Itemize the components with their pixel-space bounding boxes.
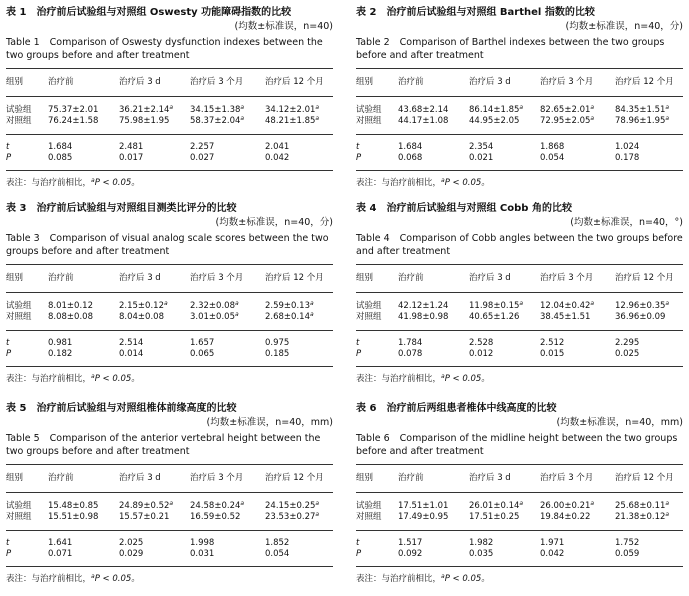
- value-cell: 15.57±0.21: [119, 512, 190, 531]
- t-cell: 1.684: [48, 142, 73, 152]
- t-cell: 2.041: [265, 142, 290, 152]
- table-caption-en: Comparison of Barthel indexes between the two groups before and after treatment: [356, 37, 665, 61]
- table-row-control: [6, 116, 333, 135]
- table-caption-cn: 治疗前后试验组与对照组 Cobb 角的比较: [386, 203, 572, 214]
- header-cell: 治疗后 12 个月: [615, 465, 683, 493]
- value-cell: 75.98±1.95: [119, 116, 190, 135]
- stat-label-p: P: [356, 549, 362, 559]
- header-cell: 治疗前: [48, 465, 119, 493]
- table-header-row: [6, 265, 333, 293]
- value-cell: 17.49±0.95: [398, 512, 469, 531]
- header-cell: 治疗后 12 个月: [615, 69, 683, 97]
- value-cell: 8.01±0.12: [48, 301, 93, 311]
- t-cell: 2.295: [615, 338, 640, 348]
- table-title-en: [6, 432, 333, 458]
- table-row-p-value: [356, 549, 683, 567]
- header-cell: 治疗前: [48, 265, 119, 293]
- value-cell: 40.65±1.26: [469, 312, 540, 331]
- significance-mark: a: [315, 511, 320, 518]
- data-table: [6, 264, 333, 367]
- table-footnote: 表注：与治疗前相比，$^a$P < 0.05。: [356, 573, 490, 584]
- table-panel-4: [356, 202, 683, 385]
- header-cell: 治疗后 3 个月: [190, 465, 265, 493]
- significance-mark: a: [441, 177, 445, 184]
- value-cell: 11.98±0.15$^a$: [469, 300, 524, 311]
- table-row-control: [356, 512, 683, 531]
- table-caption-cn: 治疗前后试验组与对照组 Barthel 指数的比较: [386, 7, 595, 18]
- value-cell: 78.96±1.95$^a$: [615, 116, 683, 135]
- table-number-en: Table 3: [6, 233, 40, 244]
- table-row-experimental: [356, 97, 683, 117]
- value-cell: 42.12±1.24: [398, 301, 449, 311]
- p-cell: 0.014: [119, 349, 144, 359]
- stat-label-t: t: [6, 338, 10, 348]
- header-cell: 治疗后 3 d: [469, 69, 540, 97]
- table-panel-2: [356, 6, 683, 189]
- table-caption-en: Comparison of visual analog scale scores between the two groups before and after treatment: [6, 233, 329, 257]
- value-cell: 43.68±2.14: [398, 105, 449, 115]
- table-footnote: 表注：与治疗前相比，$^a$P < 0.05。: [356, 373, 490, 384]
- significance-mark: a: [234, 311, 239, 318]
- table-row-t-value: [356, 331, 683, 350]
- p-cell: 0.031: [190, 549, 215, 559]
- table-title-cn: [6, 202, 333, 215]
- header-cell: 治疗后 12 个月: [265, 265, 333, 293]
- value-cell: 36.96±0.09: [615, 312, 683, 331]
- table-row-control: [6, 312, 333, 331]
- table-row-experimental: [356, 493, 683, 513]
- table-row-control: [356, 312, 683, 331]
- significance-mark: a: [169, 104, 174, 111]
- group-cell: 试验组: [6, 501, 32, 511]
- significance-mark: a: [590, 300, 595, 307]
- t-cell: 1.784: [398, 338, 423, 348]
- t-cell: 2.528: [469, 338, 494, 348]
- p-cell: 0.042: [540, 549, 565, 559]
- t-cell: 1.684: [398, 142, 423, 152]
- table-header-row: [356, 465, 683, 493]
- value-cell: 26.01±0.14$^a$: [469, 500, 524, 511]
- p-cell: 0.182: [48, 349, 73, 359]
- t-cell: 1.657: [190, 338, 215, 348]
- header-cell: 治疗前: [398, 465, 469, 493]
- significance-mark: a: [91, 373, 95, 380]
- table-row-t-value: [356, 135, 683, 154]
- value-cell: 12.96±0.35$^a$: [615, 300, 670, 311]
- t-cell: 2.481: [119, 142, 144, 152]
- value-cell: 17.51±0.25: [469, 512, 540, 531]
- t-cell: 2.025: [119, 538, 144, 548]
- table-number-en: Table 2: [356, 37, 390, 48]
- table-title-cn: [6, 6, 333, 19]
- significance-mark: a: [91, 177, 95, 184]
- table-row-experimental: [6, 293, 333, 313]
- p-cell: 0.035: [469, 549, 494, 559]
- value-cell: 17.51±1.01: [398, 501, 449, 511]
- t-cell: 1.752: [615, 538, 640, 548]
- significance-mark: a: [665, 511, 670, 518]
- p-cell: 0.017: [119, 153, 144, 163]
- t-cell: 1.852: [265, 538, 290, 548]
- significance-mark: a: [590, 115, 595, 122]
- table-number-cn: 表 3: [6, 203, 27, 214]
- significance-mark: a: [441, 373, 445, 380]
- table-caption-cn: 治疗前后试验组与对照组目测类比评分的比较: [36, 203, 237, 214]
- stat-label-p: P: [6, 153, 12, 163]
- stat-label-p: P: [356, 153, 362, 163]
- table-title-cn: [356, 402, 683, 415]
- table-title-en: [356, 232, 683, 258]
- t-cell: 0.981: [48, 338, 73, 348]
- p-cell: 0.085: [48, 153, 73, 163]
- header-cell: 治疗前: [398, 69, 469, 97]
- stat-label-p: P: [356, 349, 362, 359]
- value-cell: 76.24±1.58: [48, 116, 119, 135]
- significance-mark: a: [309, 311, 314, 318]
- table-row-t-value: [6, 331, 333, 350]
- table-number-cn: 表 1: [6, 7, 27, 18]
- t-cell: 1.868: [540, 142, 565, 152]
- table-title-cn: [356, 6, 683, 19]
- significance-mark: a: [234, 300, 239, 307]
- significance-mark: a: [519, 500, 524, 507]
- p-cell: 0.054: [265, 549, 290, 559]
- table-panel-6: [356, 402, 683, 585]
- value-cell: 34.15±1.38$^a$: [190, 104, 245, 115]
- stat-label-t: t: [6, 142, 10, 152]
- p-cell: 0.027: [190, 153, 215, 163]
- value-cell: 44.17±1.08: [398, 116, 469, 135]
- t-cell: 1.641: [48, 538, 73, 548]
- table-number-cn: 表 2: [356, 7, 377, 18]
- value-cell: 86.14±1.85$^a$: [469, 104, 524, 115]
- table-title-en: [6, 36, 333, 62]
- t-cell: 2.512: [540, 338, 565, 348]
- table-stats-note: (均数±标准误，n=40，分): [215, 217, 333, 228]
- table-title-cn: [356, 202, 683, 215]
- header-cell: 治疗后 3 d: [469, 265, 540, 293]
- header-cell: 组别: [356, 265, 398, 293]
- p-cell: 0.015: [540, 349, 565, 359]
- table-header-row: [6, 69, 333, 97]
- value-cell: 44.95±2.05: [469, 116, 540, 135]
- t-cell: 2.354: [469, 142, 494, 152]
- t-cell: 1.982: [469, 538, 494, 548]
- stat-label-t: t: [356, 538, 360, 548]
- header-cell: 治疗前: [48, 69, 119, 97]
- table-stats-note: (均数±标准误，n=40): [234, 21, 333, 32]
- value-cell: 38.45±1.51: [540, 312, 615, 331]
- table-number-en: Table 4: [356, 233, 390, 244]
- table-stats-note: (均数±标准误，n=40，mm): [556, 417, 683, 428]
- table-row-control: [6, 512, 333, 531]
- significance-mark: a: [665, 300, 670, 307]
- stat-label-t: t: [6, 538, 10, 548]
- value-cell: 2.68±0.14$^a$: [265, 312, 333, 331]
- value-cell: 48.21±1.85$^a$: [265, 116, 333, 135]
- value-cell: 34.12±2.01$^a$: [265, 104, 320, 115]
- table-panel-3: [6, 202, 333, 385]
- stat-label-p: P: [6, 349, 12, 359]
- value-cell: 41.98±0.98: [398, 312, 469, 331]
- significance-mark: a: [519, 104, 524, 111]
- table-caption-en: Comparison of the anterior vertebral height between the two groups before and after treatment: [6, 433, 321, 457]
- table-footnote: 表注：与治疗前相比，$^a$P < 0.05。: [6, 177, 140, 188]
- table-footnote: 表注：与治疗前相比，$^a$P < 0.05。: [6, 573, 140, 584]
- table-header-row: [6, 465, 333, 493]
- t-cell: 1.998: [190, 538, 215, 548]
- significance-mark: a: [315, 104, 320, 111]
- value-cell: 2.15±0.12$^a$: [119, 300, 168, 311]
- value-cell: 2.59±0.13$^a$: [265, 300, 314, 311]
- group-cell: 对照组: [6, 512, 48, 531]
- p-cell: 0.059: [615, 549, 640, 559]
- table-caption-cn: 治疗前后试验组与对照组椎体前缘高度的比较: [36, 403, 237, 414]
- table-panel-5: [6, 402, 333, 585]
- table-caption-en: Comparison of the midline height between the two groups before and after treatment: [356, 433, 678, 457]
- p-cell: 0.178: [615, 153, 640, 163]
- table-stats-note: (均数±标准误，n=40，分): [565, 21, 683, 32]
- table-row-t-value: [6, 531, 333, 550]
- significance-mark: a: [665, 115, 670, 122]
- significance-mark: a: [590, 500, 595, 507]
- table-number-cn: 表 4: [356, 203, 377, 214]
- table-row-t-value: [6, 135, 333, 154]
- p-cell: 0.068: [398, 153, 423, 163]
- data-table: [6, 68, 333, 171]
- value-cell: 26.00±0.21$^a$: [540, 500, 595, 511]
- data-table: [356, 68, 683, 171]
- value-cell: 25.68±0.11$^a$: [615, 500, 670, 511]
- stat-label-p: P: [6, 549, 12, 559]
- significance-mark: a: [91, 573, 95, 580]
- group-cell: 试验组: [6, 301, 32, 311]
- p-cell: 0.185: [265, 349, 290, 359]
- header-cell: 组别: [356, 465, 398, 493]
- data-table: [356, 264, 683, 367]
- significance-mark: a: [240, 104, 245, 111]
- significance-mark: a: [441, 573, 445, 580]
- p-cell: 0.065: [190, 349, 215, 359]
- t-cell: 0.975: [265, 338, 290, 348]
- group-cell: 试验组: [356, 501, 382, 511]
- value-cell: 15.51±0.98: [48, 512, 119, 531]
- header-cell: 治疗前: [398, 265, 469, 293]
- header-cell: 治疗后 12 个月: [615, 265, 683, 293]
- p-cell: 0.021: [469, 153, 494, 163]
- header-cell: 组别: [6, 265, 48, 293]
- table-row-control: [356, 116, 683, 135]
- table-footnote: 表注：与治疗前相比，$^a$P < 0.05。: [6, 373, 140, 384]
- p-cell: 0.025: [615, 349, 640, 359]
- table-header-row: [356, 265, 683, 293]
- table-row-experimental: [6, 97, 333, 117]
- significance-mark: a: [309, 300, 314, 307]
- table-row-p-value: [6, 549, 333, 567]
- table-number-cn: 表 6: [356, 403, 377, 414]
- table-title-en: [356, 432, 683, 458]
- value-cell: 24.58±0.24$^a$: [190, 500, 245, 511]
- group-cell: 对照组: [356, 512, 398, 531]
- table-row-p-value: [6, 153, 333, 171]
- value-cell: 15.48±0.85: [48, 501, 99, 511]
- significance-mark: a: [240, 115, 245, 122]
- significance-mark: a: [163, 300, 168, 307]
- p-cell: 0.054: [540, 153, 565, 163]
- data-table: [6, 464, 333, 567]
- table-number-cn: 表 5: [6, 403, 27, 414]
- header-cell: 组别: [6, 465, 48, 493]
- table-number-en: Table 1: [6, 37, 40, 48]
- value-cell: 21.38±0.12$^a$: [615, 512, 683, 531]
- value-cell: 16.59±0.52: [190, 512, 265, 531]
- t-cell: 1.517: [398, 538, 423, 548]
- data-table: [356, 464, 683, 567]
- p-cell: 0.071: [48, 549, 73, 559]
- t-cell: 1.971: [540, 538, 565, 548]
- significance-mark: a: [240, 500, 245, 507]
- value-cell: 24.15±0.25$^a$: [265, 500, 320, 511]
- value-cell: 12.04±0.42$^a$: [540, 300, 595, 311]
- table-title-cn: [6, 402, 333, 415]
- table-caption-cn: 治疗前后试验组与对照组 Oswesty 功能障碍指数的比较: [36, 7, 292, 18]
- value-cell: 2.32±0.08$^a$: [190, 300, 239, 311]
- group-cell: 试验组: [356, 301, 382, 311]
- value-cell: 58.37±2.04$^a$: [190, 116, 265, 135]
- stat-label-t: t: [356, 142, 360, 152]
- table-header-row: [356, 69, 683, 97]
- table-stats-note: (均数±标准误，n=40，°): [570, 217, 683, 228]
- t-cell: 1.024: [615, 142, 640, 152]
- header-cell: 治疗后 3 d: [119, 465, 190, 493]
- significance-mark: a: [590, 104, 595, 111]
- value-cell: 24.89±0.52$^a$: [119, 500, 174, 511]
- header-cell: 治疗后 3 d: [119, 69, 190, 97]
- group-cell: 对照组: [6, 312, 48, 331]
- table-caption-en: Comparison of Cobb angles between the two groups before and after treatment: [356, 233, 683, 257]
- value-cell: 8.04±0.08: [119, 312, 190, 331]
- table-row-experimental: [6, 493, 333, 513]
- group-cell: 试验组: [356, 105, 382, 115]
- p-cell: 0.029: [119, 549, 144, 559]
- header-cell: 治疗后 3 个月: [190, 69, 265, 97]
- value-cell: 3.01±0.05$^a$: [190, 312, 265, 331]
- header-cell: 治疗后 12 个月: [265, 465, 333, 493]
- table-caption-cn: 治疗前后两组患者椎体中线高度的比较: [386, 403, 557, 414]
- value-cell: 82.65±2.01$^a$: [540, 104, 595, 115]
- value-cell: 19.84±0.22: [540, 512, 615, 531]
- table-number-en: Table 6: [356, 433, 390, 444]
- header-cell: 组别: [6, 69, 48, 97]
- table-title-en: [356, 36, 683, 62]
- header-cell: 治疗后 3 个月: [540, 69, 615, 97]
- p-cell: 0.092: [398, 549, 423, 559]
- t-cell: 2.514: [119, 338, 144, 348]
- p-cell: 0.012: [469, 349, 494, 359]
- table-row-p-value: [356, 349, 683, 367]
- significance-mark: a: [315, 500, 320, 507]
- significance-mark: a: [665, 500, 670, 507]
- group-cell: 对照组: [356, 116, 398, 135]
- value-cell: 72.95±2.05$^a$: [540, 116, 615, 135]
- table-stats-note: (均数±标准误，n=40，mm): [206, 417, 333, 428]
- header-cell: 治疗后 3 d: [469, 465, 540, 493]
- t-cell: 2.257: [190, 142, 215, 152]
- header-cell: 治疗后 3 个月: [190, 265, 265, 293]
- header-cell: 治疗后 3 个月: [540, 265, 615, 293]
- stat-label-t: t: [356, 338, 360, 348]
- header-cell: 治疗后 12 个月: [265, 69, 333, 97]
- table-footnote: 表注：与治疗前相比，$^a$P < 0.05。: [356, 177, 490, 188]
- table-row-t-value: [356, 531, 683, 550]
- table-row-experimental: [356, 293, 683, 313]
- significance-mark: a: [315, 115, 320, 122]
- group-cell: 试验组: [6, 105, 32, 115]
- p-cell: 0.078: [398, 349, 423, 359]
- significance-mark: a: [519, 300, 524, 307]
- table-row-p-value: [356, 153, 683, 171]
- header-cell: 治疗后 3 个月: [540, 465, 615, 493]
- significance-mark: a: [665, 104, 670, 111]
- group-cell: 对照组: [6, 116, 48, 135]
- table-caption-en: Comparison of Oswesty dysfunction indexes between the two groups before and after treatment: [6, 37, 323, 61]
- header-cell: 治疗后 3 d: [119, 265, 190, 293]
- table-title-en: [6, 232, 333, 258]
- table-number-en: Table 5: [6, 433, 40, 444]
- p-cell: 0.042: [265, 153, 290, 163]
- table-row-p-value: [6, 349, 333, 367]
- table-panel-1: [6, 6, 333, 189]
- value-cell: 8.08±0.08: [48, 312, 119, 331]
- value-cell: 84.35±1.51$^a$: [615, 104, 670, 115]
- value-cell: 75.37±2.01: [48, 105, 99, 115]
- value-cell: 36.21±2.14$^a$: [119, 104, 174, 115]
- value-cell: 23.53±0.27$^a$: [265, 512, 333, 531]
- significance-mark: a: [169, 500, 174, 507]
- header-cell: 组别: [356, 69, 398, 97]
- group-cell: 对照组: [356, 312, 398, 331]
